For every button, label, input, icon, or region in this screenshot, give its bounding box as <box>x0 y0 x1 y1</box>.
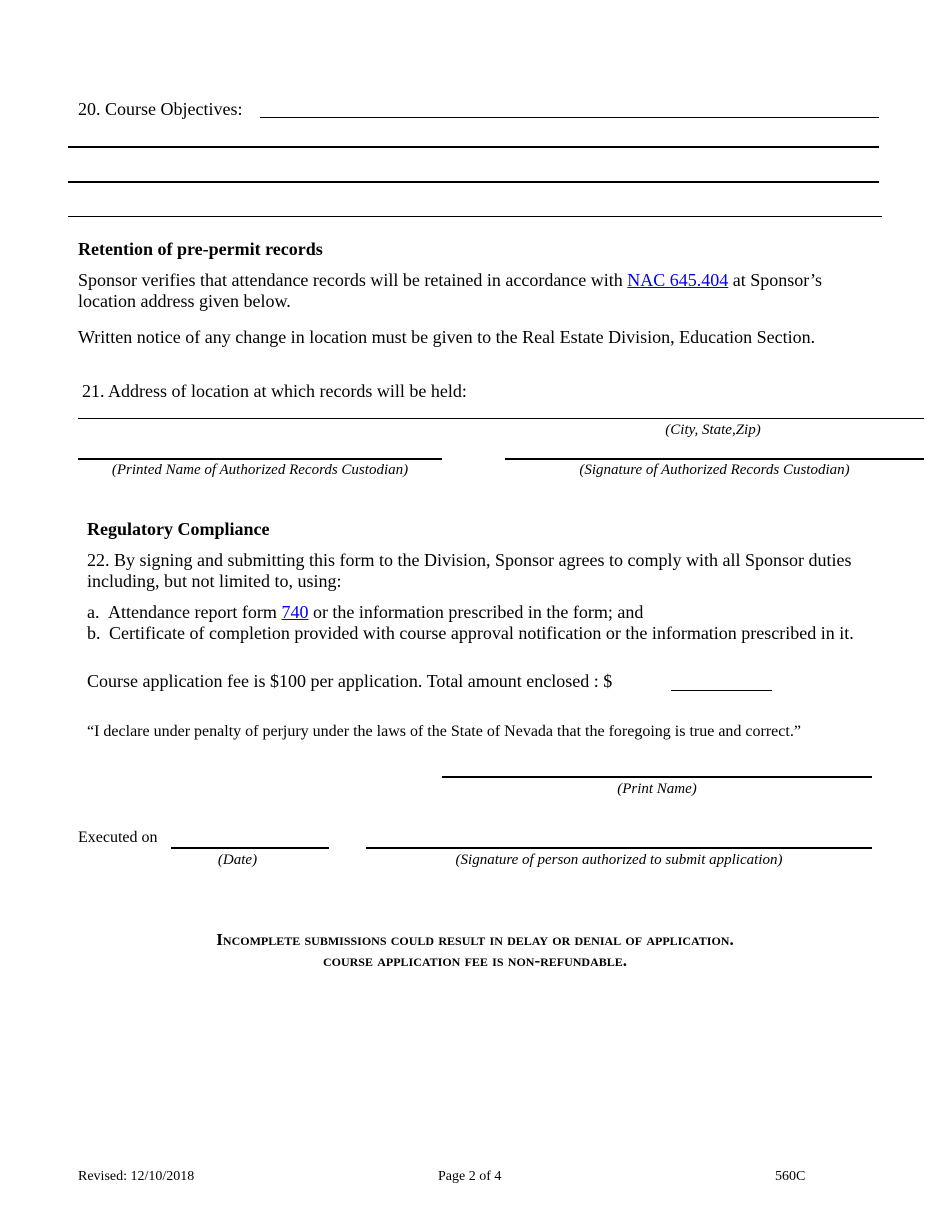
course-objectives-field-line-3[interactable] <box>68 181 879 183</box>
retention-text-before: Sponsor verifies that attendance records will be retained in accordance with <box>78 270 623 290</box>
retention-paragraph-1 <box>78 270 878 312</box>
custodian-name-field-line[interactable] <box>78 458 442 460</box>
item-a-text-before: Attendance report form <box>108 602 277 622</box>
date-caption: (Date) <box>217 852 258 868</box>
section-divider <box>68 216 882 217</box>
applicant-signature-caption: (Signature of person authorized to submit application) <box>455 852 783 868</box>
executed-on-label: Executed on <box>78 829 158 846</box>
incomplete-submission-notice: Incomplete submissions could result in delay or denial of application. <box>216 930 734 949</box>
course-objectives-field-line-2[interactable] <box>68 146 879 148</box>
item-a-marker: a. <box>87 602 100 622</box>
non-refundable-notice: course application fee is non-refundable. <box>322 951 628 970</box>
retention-heading: Retention of pre-permit records <box>78 239 323 259</box>
item-b-marker: b. <box>87 623 101 643</box>
item-b-text: Certificate of completion provided with course approval notification or the information prescribed in it. <box>109 623 854 643</box>
footer-page-number: Page 2 of 4 <box>438 1169 502 1184</box>
fee-text: Course application fee is $100 per application. Total amount enclosed : $ <box>87 671 613 691</box>
retention-paragraph-2: Written notice of any change in location must be given to the Real Estate Division, Education Section. <box>78 327 816 347</box>
city-state-zip-caption: (City, State,Zip) <box>665 422 761 438</box>
custodian-name-caption: (Printed Name of Authorized Records Custodian) <box>111 462 409 478</box>
compliance-heading: Regulatory Compliance <box>87 519 270 539</box>
compliance-item-b <box>87 623 927 644</box>
print-name-field-line[interactable] <box>442 776 872 778</box>
course-objectives-field-line-1[interactable] <box>260 117 879 118</box>
retention-text-after: at Sponsor’s location address given below. <box>78 270 822 311</box>
compliance-item-a <box>87 602 907 623</box>
applicant-signature-field-line[interactable] <box>366 847 872 849</box>
custodian-signature-field-line[interactable] <box>505 458 924 460</box>
print-name-caption: (Print Name) <box>617 781 697 797</box>
nac-645-404-link[interactable]: NAC 645.404 <box>627 270 729 290</box>
footer-revised-date: Revised: 12/10/2018 <box>78 1169 195 1184</box>
date-field-line[interactable] <box>171 847 329 849</box>
fee-amount-field[interactable] <box>671 690 772 691</box>
perjury-declaration: “I declare under penalty of perjury under the laws of the State of Nevada that the foregoing is true and correct.” <box>87 723 801 740</box>
item-a-text-after: or the information prescribed in the form; and <box>312 602 644 622</box>
custodian-signature-caption: (Signature of Authorized Records Custodian) <box>579 462 850 478</box>
address-field-line[interactable] <box>78 418 924 419</box>
compliance-intro: 22. By signing and submitting this form to the Division, Sponsor agrees to comply with all Sponsor duties including, but not limited to, using: <box>87 550 852 591</box>
course-objectives-label: 20. Course Objectives: <box>78 99 243 119</box>
address-label: 21. Address of location at which records will be held: <box>82 381 467 401</box>
footer-form-number: 560C <box>775 1169 806 1184</box>
form-740-link[interactable]: 740 <box>281 602 309 622</box>
